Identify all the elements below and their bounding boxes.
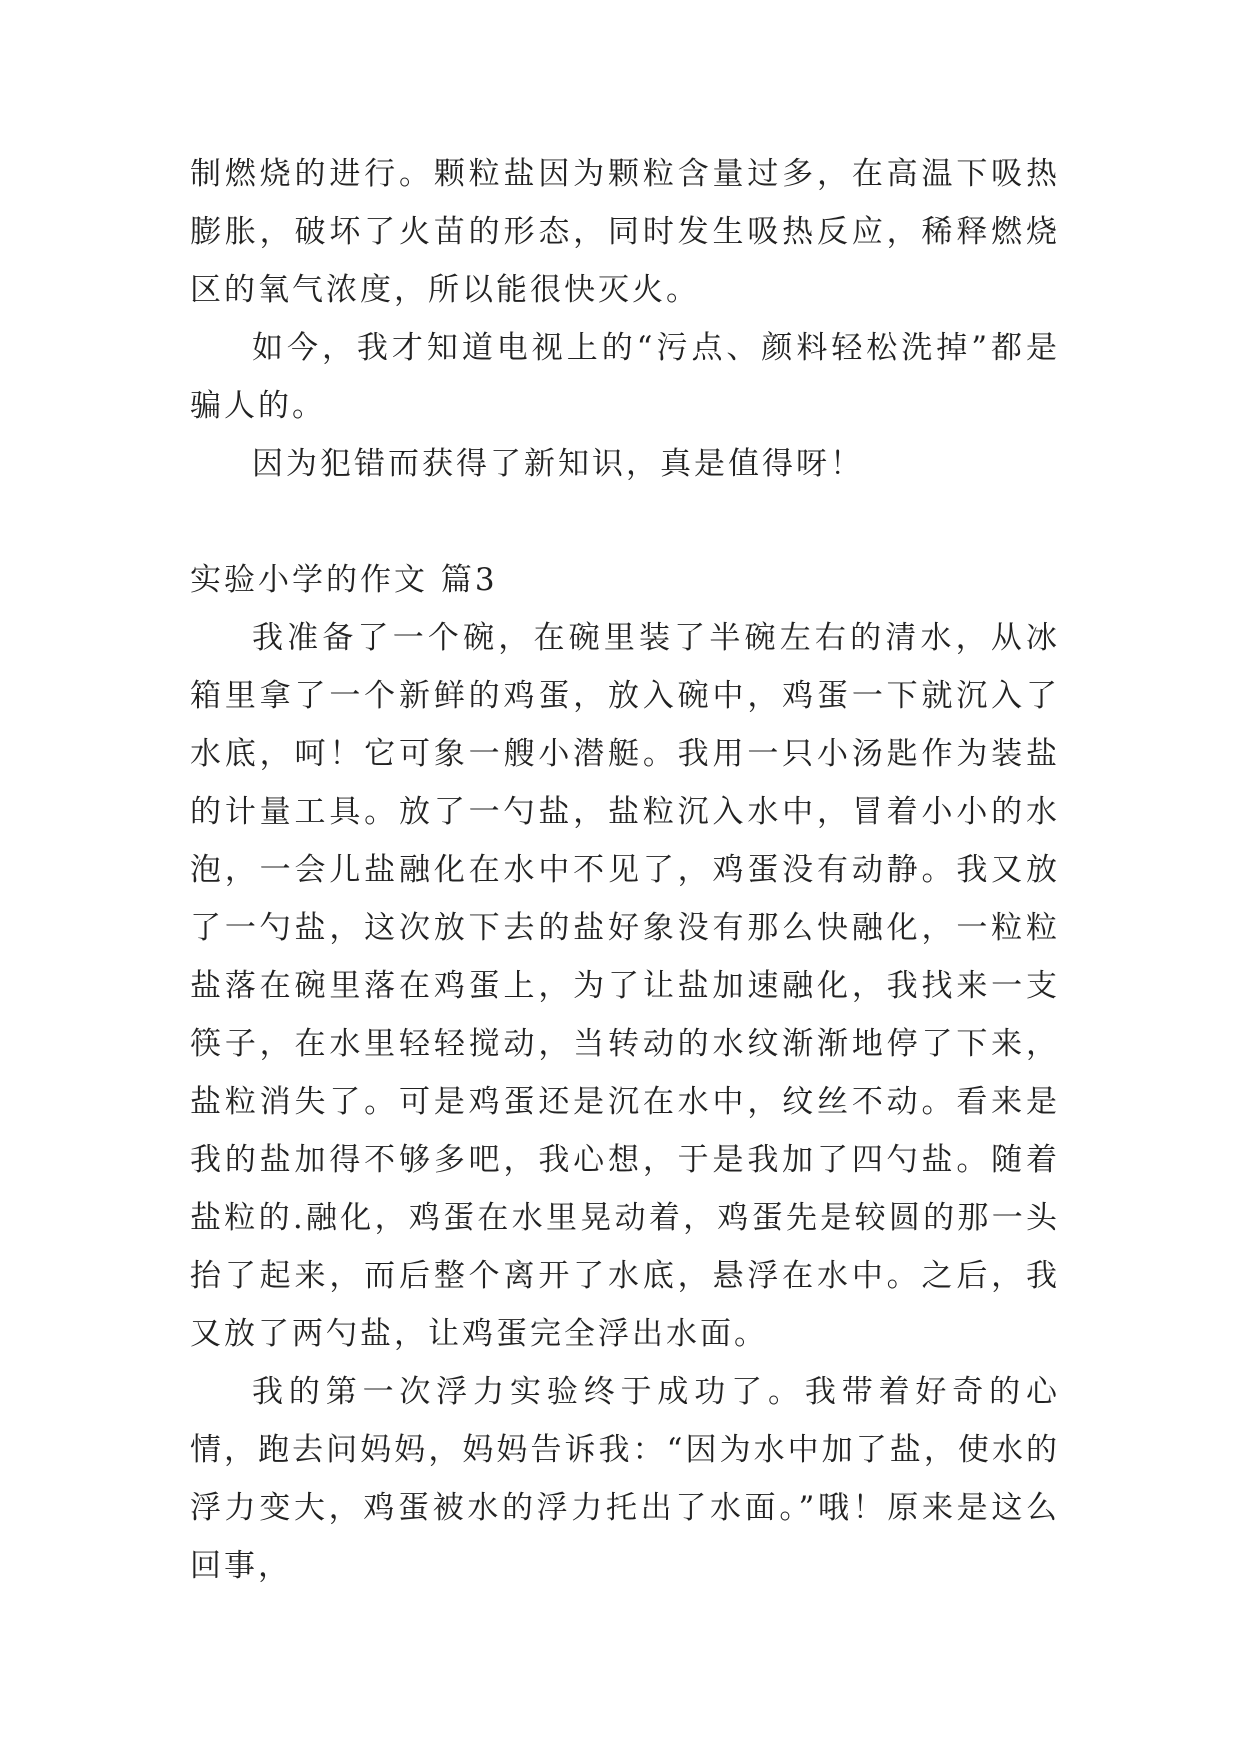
paragraph-continued: 制燃烧的进行。颗粒盐因为颗粒含量过多，在高温下吸热膨胀，破坏了火苗的形态，同时发生吸热反应，稀释燃烧区的氧气浓度，所以能很快灭火。 [190, 156, 1060, 308]
paragraph: 如今，我才知道电视上的“污点、颜料轻松洗掉”都是骗人的。 [190, 330, 1060, 424]
paragraph: 我的第一次浮力实验终于成功了。我带着好奇的心情，跑去问妈妈，妈妈告诉我：“因为水中加了盐，使水的浮力变大，鸡蛋被水的浮力托出了水面。”哦！原来是这么回事， [190, 1374, 1060, 1584]
paragraph: 因为犯错而获得了新知识，真是值得呀！ [252, 446, 864, 482]
section-heading: 实验小学的作文 篇3 [190, 562, 498, 598]
document-page [190, 145, 1060, 1595]
paragraph: 我准备了一个碗，在碗里装了半碗左右的清水，从冰箱里拿了一个新鲜的鸡蛋，放入碗中，鸡蛋一下就沉入了水底，呵！它可象一艘小潜艇。我用一只小汤匙作为装盐的计量工具。放了一勺盐，盐粒沉入水中，冒着小小的水泡，一会儿盐融化在水中不见了，鸡蛋没有动静。我又放了一勺盐，这次放下去的盐好象没有那么快融化，一粒粒盐落在碗里落在鸡蛋上，为了让盐加速融化，我找来一支筷子，在水里轻轻搅动，当转动的水纹渐渐地停了下来，盐粒消失了。可是鸡蛋还是沉在水中，纹丝不动。看来是我的盐加得不够多吧，我心想，于是我加了四勺盐。随着盐粒的.融化，鸡蛋在水里晃动着，鸡蛋先是较圆的那一头抬了起来，而后整个离开了水底，悬浮在水中。之后，我又放了两勺盐，让鸡蛋完全浮出水面。 [190, 620, 1060, 1352]
